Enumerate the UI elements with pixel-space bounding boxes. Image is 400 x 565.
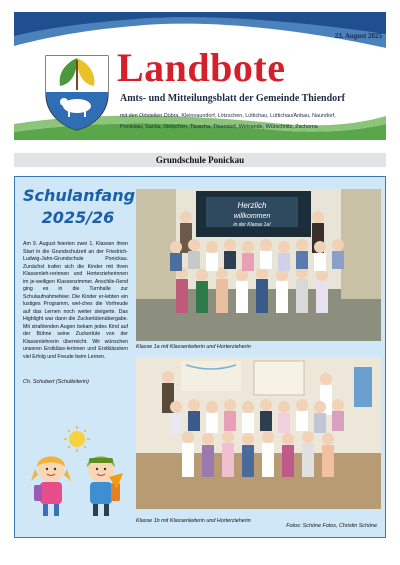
headline-line-1: Schulanfang [23,186,136,205]
school-kids-illustration [25,425,129,521]
municipal-crest-icon [42,52,112,132]
article-box [14,176,386,538]
sun-icon [64,426,90,452]
section-title: Grundschule Ponickau [14,153,386,167]
towns-line-2: Ponickau, Sacka, Stölpchen, Tauscha, Thiendorf, Welxande, Würschnitz, Zschorna [120,124,318,130]
photo-2-caption: Klasse 1b mit Klassenleiterin und Horterzieherin [136,518,251,524]
photo-credit: Fotos: Schöne Fotos, Christin Schöne [286,523,377,529]
towns-line-1: mit den Ortsteilen Dobra, Kleinnaundorf, Lötzschen, Lüttichau, Lüttichau/Anbau, Naundorf, [120,113,336,119]
article-body: Am 9. August feierten zwei 1. Klassen ihren Start in die Grundschulzeit an der Friedrich-Ludwig-Jahn-Grundschule Ponickau. Zunächst trafen sich die Kinder mit ihren Klassenleh-rerinnen und Horterzieherinnen im je-weiligen Klassenzimmer. Anschlie-ßend ging es in die Turnhalle zur Schulaufnahmefeier. Die Kinder er-lebten ein lustiges Programm, wel-ches die Vorfreude auf das Lernen noch weiter steigerte. Das Highlight war dann die Zuckertütenübergabe. Mit strahlenden Augen bekam jedes Kind auf der Bühne seine Zuckertüte von der Klassenlehrerin überreicht. Wir wünschen unseren Erstkläss-lerinnen und Erstklässlern viel Erfolg und Freude beim Lernen. [23,241,128,360]
svg-text:in der Klasse 1a!: in der Klasse 1a! [233,222,271,228]
girl-figure-icon [31,456,71,516]
svg-text:willkommen: willkommen [233,213,271,220]
issue-date: 23. August 2025 [334,32,382,40]
photo-1-caption: Klasse 1a mit Klassenleiterin und Horterzieherin [136,344,251,350]
newsletter-subtitle: Amts- und Mitteilungsblatt der Gemeinde Thiendorf [120,93,345,104]
article-text-column [15,177,136,537]
newsletter-title: Landbote [117,45,286,90]
class-1a-photo [136,189,381,341]
newsletter-header [14,12,386,140]
boy-figure-icon [87,456,123,516]
article-headline [23,185,136,229]
article-author: Ch. Schubert (Schulleiterin) [23,379,89,385]
svg-text:Herzlich: Herzlich [237,201,267,210]
towns-list [120,111,376,133]
class-1b-photo [136,357,381,509]
headline-line-2: 2025/26 [41,208,115,227]
